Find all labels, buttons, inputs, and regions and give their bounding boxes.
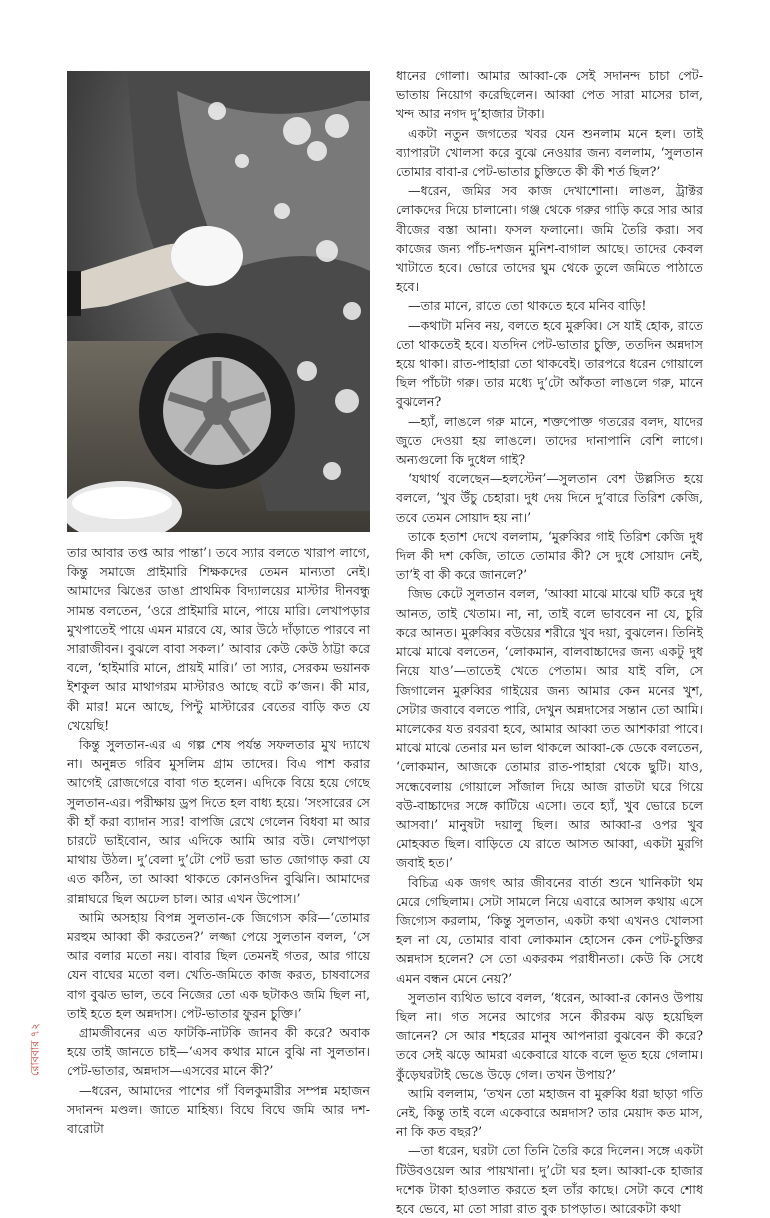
paragraph: —তার মানে, রাতে তো থাকতে হবে মনিব বাড়ি! [408, 298, 647, 314]
paragraph: —তা ধরেন, ঘরটা তো তিনি তৈরি করে দিলেন। সঙ্গে একটা টিউবওয়েল আর পায়খানা। দু’টো ঘর হল। আব্বা-কে হাজার দশেক টাকা হাওলাত করতে হল তাঁর কাছে। সেটা কবে শোধ হবে ভেবে, মা তো সারা রাত বুক চাপড়াত। আরেকটা কথা [396, 1143, 703, 1216]
paragraph: গ্রামজীবনের এত ফাটকি-নাটকি জানব কী করে? অবাক হয়ে তাই জানতে চাই—‘এসব কথার মানে বুঝি না সুলতান। পেট-ভাতার, অন্নদাস—এসবের মানে কী?’ [67, 1025, 370, 1079]
paragraph: ধানের গোলা। আমার আব্বা-কে সেই সদানন্দ চাচা পেট-ভাতায় নিয়োগ করেছিলেন। আব্বা পেত সারা মাসের চাল, খন্দ আর নগদ দু’হাজার টাকা। [396, 68, 703, 122]
left-text-column [67, 543, 370, 1138]
paragraph: আমি বললাম, ‘তখন তো মহাজন বা মুরুব্বি ধরা ছাড়া গতি নেই, কিন্তু তাই বলে একেবারে অন্নদাস? তার মেয়াদ কত মাস, না কি কত বছর?’ [396, 1085, 703, 1140]
car-wash-photo [67, 71, 370, 532]
page-folio [26, 990, 46, 1110]
paragraph: একটা নতুন জগতের খবর যেন শুনলাম মনে হল। তাই ব্যাপারটা খোলসা করে বুঝে নেওয়ার জন্য বললাম, ‘সুলতান তোমার বাবা-র পেট-ভাতার চুক্তিতে কী কী শর্ত ছিল?’ [396, 125, 703, 180]
paragraph: জিভ কেটে সুলতান বলল, ‘আব্বা মাঝে মাঝে ঘটি করে দুধ আনত, তাই খেতাম। না, না, তাই বলে ভাববেন না যে, চুরি করে আনত। মুরুব্বির বউয়ের শরীরে খুব দয়া, বুঝলেন। তিনিই মাঝে মাঝে বলতেন, ‘লোকমান, বালবাচ্চাদের জন্য একটু দুধ নিয়ে যাও’—তাতেই খেতে পেতাম। আর যাই বলি, সে জিগালেন মুরুব্বির গাইয়ের জন্য আমার কেন মনের খুশ, সেটার জবাবে বলতে পারি, দেখুন অন্নদাসের সন্তান তো আমি। মালেকের যত রবরবা হবে, আমার আব্বা তত আশকারা পাবে। মাঝে মাঝে তেনার মন ভাল থাকলে আব্বা-কে ডেকে বলতেন, ‘লোকমান, আজকে তোমার রাত-পাহারা থেকে ছুটি। যাও, সন্ধেবেলায় গোয়ালে সাঁজাল দিয়ে আজ রাতটা ঘরে গিয়ে বউ-বাচ্চাদের সঙ্গে কাটিয়ে এসো। তবে হ্যাঁ, খুব ভোরে চলে আসবা।’ মানুষটা দয়ালু ছিল। আর আব্বা-র ওপর খুব মোহব্বত ছিল। বাড়িতে যে রাতে আসত আব্বা, একটা মুরগি জবাই হত।’ [396, 586, 703, 871]
paragraph: সুলতান ব্যথিত ভাবে বলল, ‘ধরেন, আব্বা-র কোনও উপায় ছিল না। গত সনের আগের সনে কীরকম ঝড় হয়েছিল জানেন? সে আর শহরের মানুষ আপনারা বুঝবেন কী করে? তবে সেই ঝড়ে আমরা একেবারে যাকে বলে ভূত হয়ে গেলাম। কুঁড়েঘরটাই ভেঙে উড়ে গেল। তখন উপায়?’ [396, 989, 703, 1082]
paragraph: তার আবার তপ্ত আর পান্তা’। তবে স্যার বলতে খারাপ লাগে, কিন্তু সমাজে প্রাইমারি শিক্ষকদের তেমন মান্যতা নেই। আমাদের ঝিঙের ডাঙা প্রাথমিক বিদ্যালয়ের মাস্টার দীনবন্ধু সামন্ত বলতেন, ‘ওরে প্রাইমারি মানে, পায়ে মারি। লেখাপড়ার মুখপাতেই পায়ে এমন মারবে যে, আর উঠে দাঁড়াতে পারবে না সারাজীবন। বুঝলে বাবা সকল।’ আবার কেউ কেউ ঠাট্টা করে বলে, ‘হাইমারি মানে, প্রায়ই মারি।’ তা স্যার, সেরকম ভয়ানক ইশকুল আর মাথাগরম মাস্টারও আছে বটে ক’জন। কী মার, কী মার! মনে আছে, পিন্টু মাস্টারের বেতের বাড়ি কত যে খেয়েছি! [67, 545, 370, 733]
paragraph: —ধরেন, আমাদের পাশের গাঁ বিলকুমারীর সম্পন্ন মহাজন সদানন্দ মণ্ডল। জাতে মাহিষ্য। বিঘে বিঘে জমি আর দশ-বারোটা [67, 1082, 370, 1137]
paragraph: বিচিত্র এক জগৎ আর জীবনের বার্তা শুনে খানিকটা থম মেরে গেছিলাম। সেটা সামলে নিয়ে এবারে আসল কথায় এসে জিগ্যেস করলাম, ‘কিন্তু সুলতান, একটা কথা এখনও খোলসা হল না যে, তোমার বাবা লোকমান হোসেন কেন পেট-চুক্তির অন্নদাস হলেন? সে তো একরকম পরাধীনতা। কেউ কি সেধে এমন বন্ধন মেনে নেয়?’ [396, 874, 703, 986]
car-wash-illustration [67, 71, 370, 532]
paragraph: —হ্যাঁ, লাঙলে গরু মানে, শক্তপোক্ত গতরের বলদ, যাদের জুতে দেওয়া হয় লাঙলে। তাদের দানাপানি বেশি লাগে। অন্যগুলো কি দুধেল গাই? [396, 413, 703, 468]
paragraph: তাকে হতাশ দেখে বললাম, ‘মুরুব্বির গাই তিরিশ কেজি দুধ দিল কী দশ কেজি, তাতে তোমার কী? সে দুধে সোয়াদ নেই, তা’ই বা কী করে জানলে?’ [396, 528, 703, 583]
folio-text: রোববার ৭২ [28, 1023, 42, 1076]
paragraph: ‘যথার্থ বলেছেন—হলস্টেন’—সুলতান বেশ উল্লসিত হয়ে বললে, ‘খুব উঁচু চেহারা। দুধ দেয় দিনে দু’বারে তিরিশ কেজি, তবে তেমন সোয়াদ হয় না।’ [396, 471, 703, 525]
paragraph: আমি অসহায় বিপন্ন সুলতান-কে জিগ্যেস করি—‘তোমার মরহুম আব্বা কী করতেন?’ লজ্জা পেয়ে সুলতান বলল, ‘সে আর বলার মতো নয়। বাবার ছিল তেমনই গতর, আর গায়ে যেন বাঘের মতো বল। খেতি-জমিতে কাজ করত, চাষবাসের বাগ বুঝত ভাল, তবে নিজের তো এক ছটাকও জমি ছিল না, তাই হতে হল অন্নদাস। পেট-ভাতার ফুরন চুক্তি।’ [67, 909, 370, 1021]
right-text-column [396, 66, 703, 1218]
paragraph: কিন্তু সুলতান-এর এ গল্প শেষ পর্যন্ত সফলতার মুখ দ্যাখে না। অনুন্নত গরিব মুসলিম গ্রাম তাদের। বিএ পাশ করার আগেই রোজগেরে বাবা গত হলেন। এদিকে বিয়ে হয়ে গেছে সুলতান-এর। পরীক্ষায় ড্রপ দিতে হল বাধ্য হয়ে। ‘সংসারের সে কী হাঁ করা ব্যাদান স্যর! বাপজি রেখে গেলেন বিধবা মা আর চারটে ভাইবোন, আর এদিকে আমি আর বউ। লেখাপড়া মাথায় উঠল। দু’বেলা দু’টো পেট ভরা ভাত জোগাড় করা যে এত কঠিন, তা আব্বা থাকতে কোনওদিন বুঝিনি। আমাদের রান্নাঘরে ছিল অঢেল চাল। আর এখন উপোস।’ [67, 737, 370, 906]
paragraph: —ধরেন, জমির সব কাজ দেখাশোনা। লাঙল, ট্রাক্টর লোকদের দিয়ে চালানো। গঞ্জ থেকে গরুর গাড়ি করে সার আর বীজের বস্তা আনা। ফসল ফলানো। জমি তৈরি করা। সব কাজের জন্য পাঁচ-দশজন মুনিশ-বাগাল আছে। তাদের কেবল খাটাতে হবে। ভোরে তাদের ঘুম থেকে তুলে জমিতে পাঠাতে হবে। [396, 183, 703, 295]
paragraph: —কথাটা মনিব নয়, বলতে হবে মুরুব্বি। সে যাই হোক, রাতে তো থাকতেই হবে। যতদিন পেট-ভাতার চুক্তি, ততদিন অন্নদাস হয়ে থাকা। রাত-পাহারা তো থাকবেই। তারপরে ধরেন গোয়ালে ছিল পাঁচটা গরু। তার মধ্যে দু’টো আঁকতা লাঙলে গরু, মানে বুঝলেন? [396, 317, 703, 410]
